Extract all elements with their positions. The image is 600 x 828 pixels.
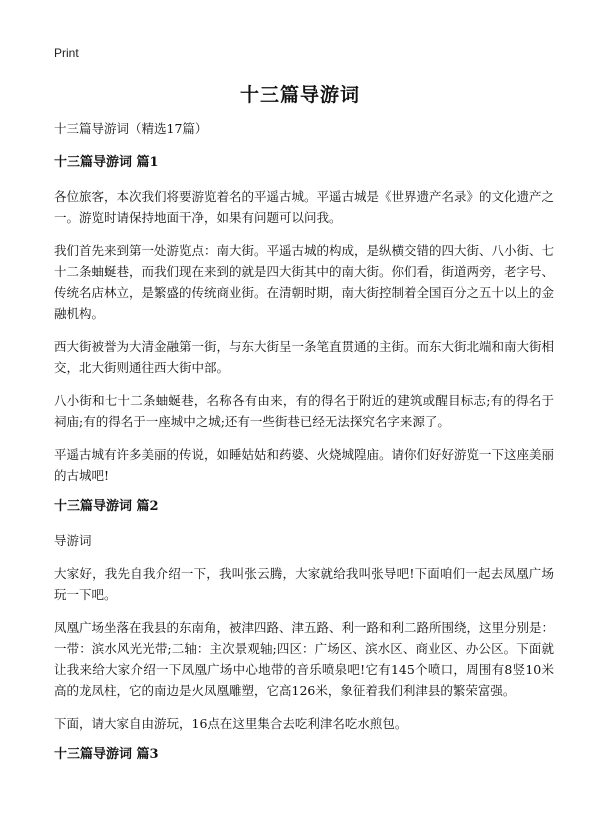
paragraph: 导游词 [54, 533, 92, 548]
paragraph: 凤凰广场坐落在我县的东南角，被津四路、津五路、利一路和利二路所围绕，这里分别是：一带：滨水风光光带;二轴：主次景观轴;四区：广场区、滨水区、商业区、办公区。下面就让我来给大家介绍一下凤凰广场中心地带的音乐喷泉吧!它有145个喷口，周围有8竖10米高的龙凤柱，它的南边是火凤凰雕塑，它高126米，象征着我们利津县的繁荣富强。 [54, 620, 555, 698]
print-label: Print [54, 46, 79, 60]
paragraph: 八小街和七十二条蚰蜒巷，名称各有由来，有的得名于附近的建筑或醒目标志;有的得名于祠庙;有的得名于一座城中之城;还有一些街巷已经无法探究名字来源了。 [54, 393, 554, 429]
section-heading: 十三篇导游词 篇2 [54, 499, 159, 514]
paragraph: 各位旅客，本次我们将要游览着名的平遥古城。平遥古城是《世界遗产名录》的文化遗产之一。游览时请保持地面干净，如果有问题可以问我。 [54, 189, 555, 225]
paragraph: 西大街被誉为大清金融第一街，与东大街呈一条笔直贯通的主街。而东大街北端和南大街相交，北大街则通往西大街中部。 [54, 339, 555, 375]
paragraph: 我们首先来到第一处游览点：南大街。平遥古城的构成，是纵横交错的四大街、八小街、七十二条蚰蜒巷，而我们现在来到的就是四大街其中的南大街。你们看，街道两旁，老字号、传统名店林立，是繁盛的传统商业街。在清朝时期，南大街控制着全国百分之五十以上的金融机构。 [54, 243, 555, 321]
document-subtitle: 十三篇导游词（精选17篇） [54, 121, 208, 136]
document-body [54, 120, 554, 778]
paragraph: 大家好，我先自我介绍一下，我叫张云腾，大家就给我叫张导吧!下面咱们一起去凤凰广场玩一下吧。 [54, 566, 554, 602]
paragraph: 平遥古城有许多美丽的传说，如睡姑姑和药婆、火烧城隍庙。请你们好好游览一下这座美丽的古城吧! [54, 447, 555, 483]
section-3 [54, 746, 554, 764]
paragraph: 下面，请大家自由游玩，16点在这里集合去吃利津名吃水煎包。 [54, 716, 408, 731]
document-title: 十三篇导游词 [239, 84, 360, 106]
section-1 [54, 154, 554, 486]
section-heading: 十三篇导游词 篇1 [54, 155, 159, 170]
section-heading: 十三篇导游词 篇3 [54, 747, 159, 762]
section-2 [54, 498, 554, 734]
